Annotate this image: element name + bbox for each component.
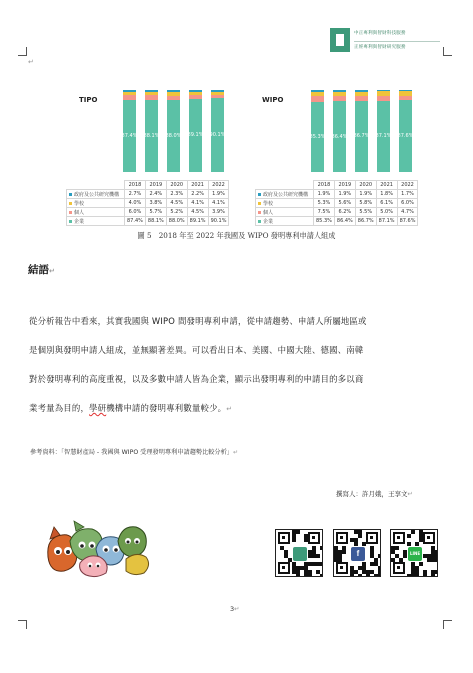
series-legend-label <box>256 208 314 217</box>
paragraph-mark: ↵ <box>232 449 239 456</box>
qr-module <box>378 554 381 558</box>
table-cell-value: 2.7% <box>125 190 146 199</box>
bar-value-label: 87.4% <box>121 133 138 140</box>
qr-module <box>304 538 308 542</box>
qr-module <box>362 542 366 546</box>
qr-code-facebook[interactable] <box>333 529 381 577</box>
stacked-bar <box>189 90 202 172</box>
table-cell-value: 4.5% <box>187 208 208 217</box>
qr-code-website[interactable] <box>275 529 323 577</box>
series-legend-label <box>256 217 314 226</box>
legend-swatch <box>258 211 261 214</box>
qr-module <box>366 574 370 577</box>
table-corner-cell <box>67 181 125 190</box>
table-corner-cell <box>256 181 314 190</box>
bar-value-label: 88.1% <box>143 132 160 139</box>
qr-module <box>407 542 411 546</box>
table-cell-value: 1.9% <box>334 190 355 199</box>
logo-mark-icon <box>330 28 350 52</box>
table-row <box>67 190 229 199</box>
qr-module <box>415 542 419 546</box>
stacked-bar <box>145 90 158 172</box>
qr-module <box>296 574 300 577</box>
paragraph-mark: ↵ <box>28 58 34 66</box>
series-legend-label <box>67 190 125 199</box>
paragraph-mark: ↵ <box>226 405 233 413</box>
legend-text: 學校 <box>74 200 85 207</box>
table-cell-value: 1.9% <box>208 190 229 199</box>
bar-value-label: 85.3% <box>309 134 326 141</box>
qr-finder-pattern <box>308 532 320 544</box>
table-cell-value: 3.8% <box>145 199 166 208</box>
year-tick-label: 2018 <box>125 181 146 190</box>
reference-text: 參考資料：「智慧財產局 - 我國與 WIPO 受理發明專利申請趨勢比較分析」 <box>30 449 233 456</box>
qr-finder-pattern <box>336 532 348 544</box>
qr-module <box>358 534 362 538</box>
crop-mark-top-left <box>18 47 27 56</box>
legend-swatch <box>69 193 72 196</box>
qr-module <box>308 574 312 577</box>
table-cell-value: 90.1% <box>208 217 229 226</box>
table-cell-value: 5.8% <box>355 199 376 208</box>
table-cell-value: 5.5% <box>355 208 376 217</box>
logo-line-1: 中正專利與智財科技服務 <box>354 31 406 36</box>
qr-module <box>423 574 427 577</box>
qr-module <box>419 538 423 542</box>
tipo-data-table <box>66 180 229 226</box>
table-cell-value: 86.7% <box>355 217 376 226</box>
year-tick-label: 2019 <box>334 181 355 190</box>
stacked-bar <box>211 90 224 172</box>
table-row <box>256 217 418 226</box>
table-cell-value: 6.0% <box>125 208 146 217</box>
qr-module <box>342 550 346 554</box>
table-row <box>67 208 229 217</box>
table-cell-value: 2.4% <box>145 190 166 199</box>
body-line-1: 從分析報告中看來，其實我國與 WIPO 間發明專利申請，從申請趨勢、申請人所屬地區或 <box>29 316 367 326</box>
year-tick-label: 2019 <box>145 181 166 190</box>
qr-module <box>378 574 381 577</box>
table-cell-value: 2.2% <box>187 190 208 199</box>
table-cell-value: 88.1% <box>145 217 166 226</box>
qr-code-line[interactable] <box>390 529 438 577</box>
qr-finder-pattern <box>393 562 405 574</box>
qr-module <box>391 558 395 562</box>
reference-note <box>30 447 238 456</box>
legend-text: 政府及公共研究機構 <box>74 191 120 198</box>
series-legend-label <box>67 199 125 208</box>
qr-module <box>320 574 323 577</box>
table-cell-value: 5.7% <box>145 208 166 217</box>
qr-module <box>350 574 354 577</box>
stacked-bar <box>123 90 136 172</box>
bar-value-label: 86.7% <box>353 133 370 140</box>
bar-value-label: 87.6% <box>397 133 414 140</box>
qr-module <box>320 562 323 566</box>
page-number <box>230 605 240 613</box>
bar-value-label: 87.1% <box>375 133 392 140</box>
qr-finder-pattern <box>278 562 290 574</box>
qr-module <box>316 554 320 558</box>
series-legend-label <box>67 208 125 217</box>
table-cell-value: 4.0% <box>125 199 146 208</box>
crop-mark-top-right <box>443 47 452 56</box>
body-line-4 <box>29 402 232 414</box>
bar-value-label: 90.1% <box>209 132 226 139</box>
legend-swatch <box>69 220 72 223</box>
qr-module <box>395 546 399 550</box>
bar-value-label: 89.1% <box>187 132 204 139</box>
qr-module <box>419 562 423 566</box>
stacked-bar <box>311 90 324 172</box>
legend-text: 個人 <box>263 209 274 216</box>
logo-line-2: 正經專利與智財研究服務 <box>354 45 406 50</box>
table-cell-value: 4.5% <box>166 199 187 208</box>
year-tick-label: 2021 <box>376 181 397 190</box>
qr-finder-pattern <box>423 532 435 544</box>
stacked-bar <box>355 90 368 172</box>
year-tick-label: 2020 <box>355 181 376 190</box>
mascot-illustration <box>40 519 152 579</box>
logo-divider <box>354 41 440 42</box>
qr-module <box>431 574 435 577</box>
qr-module <box>296 530 300 534</box>
legend-text: 個人 <box>74 209 85 216</box>
table-cell-value: 5.3% <box>314 199 335 208</box>
author-text: 撰寫人：許月娥，王享文 <box>336 490 408 498</box>
qr-module <box>320 546 323 550</box>
table-cell-value: 85.3% <box>314 217 335 226</box>
legend-text: 學校 <box>263 200 274 207</box>
series-legend-label <box>256 199 314 208</box>
line-app-icon: LINE <box>408 547 422 561</box>
table-cell-value: 1.9% <box>355 190 376 199</box>
body-line-4-start: 業考量為目的， <box>29 403 90 413</box>
table-row <box>256 208 418 217</box>
qr-module <box>358 574 362 577</box>
qr-module <box>399 558 403 562</box>
series-legend-label <box>256 190 314 199</box>
qr-module <box>338 558 342 562</box>
qr-module <box>292 538 296 542</box>
body-line-2: 是個別與發明申請人組成，並無顯著差異。可以看出日本、美國、中國大陸、德國、南韓 <box>29 345 364 355</box>
table-cell-value: 89.1% <box>187 217 208 226</box>
year-tick-label: 2022 <box>397 181 418 190</box>
body-line-4-end: 機構申請的發明專利數量較少。 <box>106 403 227 413</box>
paragraph-mark: ↵ <box>234 605 240 613</box>
table-row <box>256 190 418 199</box>
section-heading-text: 結語 <box>28 264 49 276</box>
table-cell-value: 1.8% <box>376 190 397 199</box>
qr-module <box>415 574 419 577</box>
table-cell-value: 7.5% <box>314 208 335 217</box>
legend-swatch <box>69 202 72 205</box>
bar-value-label: 86.4% <box>331 133 348 140</box>
qr-module <box>435 558 438 562</box>
qr-finder-pattern <box>366 532 378 544</box>
legend-text: 企業 <box>263 218 274 225</box>
stacked-bar <box>333 90 346 172</box>
table-cell-value: 3.9% <box>208 208 229 217</box>
wipo-chart-title: WIPO <box>262 96 284 104</box>
table-cell-value: 1.7% <box>397 190 418 199</box>
year-tick-label: 2018 <box>314 181 335 190</box>
table-cell-value: 86.4% <box>334 217 355 226</box>
table-cell-value: 88.0% <box>166 217 187 226</box>
paragraph-mark: ↵ <box>407 490 413 498</box>
qr-finder-pattern <box>393 532 405 544</box>
legend-swatch <box>258 202 261 205</box>
legend-swatch <box>258 193 261 196</box>
qr-module <box>435 570 438 574</box>
website-logo-icon <box>293 547 307 561</box>
page-number-text: 3 <box>230 605 235 613</box>
year-tick-label: 2022 <box>208 181 229 190</box>
stacked-bar <box>377 90 390 172</box>
table-row <box>67 217 229 226</box>
figure-caption: 圖 5 2018 年至 2022 年我國及 WIPO 發明專利申請人組成 <box>137 231 336 240</box>
qr-module <box>407 534 411 538</box>
table-cell-value: 6.2% <box>334 208 355 217</box>
facebook-icon: f <box>351 547 365 561</box>
table-row <box>67 199 229 208</box>
header-logo <box>330 26 442 56</box>
qr-finder-pattern <box>278 532 290 544</box>
crop-mark-bottom-left <box>18 620 27 629</box>
table-cell-value: 4.1% <box>187 199 208 208</box>
year-tick-label: 2020 <box>166 181 187 190</box>
table-header-row <box>67 181 229 190</box>
table-cell-value: 1.9% <box>314 190 335 199</box>
table-cell-value: 87.6% <box>397 217 418 226</box>
tipo-chart-title: TIPO <box>79 96 98 104</box>
stacked-bar <box>167 90 180 172</box>
table-cell-value: 4.1% <box>208 199 229 208</box>
year-tick-label: 2021 <box>187 181 208 190</box>
table-cell-value: 87.1% <box>376 217 397 226</box>
legend-text: 企業 <box>74 218 85 225</box>
qr-module <box>411 530 415 534</box>
paragraph-mark: ↵ <box>49 267 55 275</box>
wipo-data-table <box>255 180 418 226</box>
qr-module <box>354 542 358 546</box>
qr-finder-pattern <box>336 562 348 574</box>
table-cell-value: 5.6% <box>334 199 355 208</box>
author-credit <box>336 489 413 498</box>
qr-module <box>403 554 407 558</box>
table-cell-value: 6.1% <box>376 199 397 208</box>
table-cell-value: 2.3% <box>166 190 187 199</box>
table-header-row <box>256 181 418 190</box>
legend-swatch <box>69 211 72 214</box>
series-legend-label <box>67 217 125 226</box>
table-cell-value: 5.2% <box>166 208 187 217</box>
body-line-3: 對於發明專利的高度重視，以及多數申請人皆為企業，顯示出發明專利的申請目的多以商 <box>29 374 364 384</box>
spellcheck-flagged-word: 學研 <box>89 403 107 413</box>
stacked-bar <box>399 90 412 172</box>
section-heading <box>28 262 55 277</box>
legend-text: 政府及公共研究機構 <box>263 191 309 198</box>
legend-swatch <box>258 220 261 223</box>
table-cell-value: 87.4% <box>125 217 146 226</box>
crop-mark-bottom-right <box>443 620 452 629</box>
table-cell-value: 5.0% <box>376 208 397 217</box>
bar-value-label: 88.0% <box>165 132 182 139</box>
table-cell-value: 4.7% <box>397 208 418 217</box>
table-cell-value: 6.0% <box>397 199 418 208</box>
table-row <box>256 199 418 208</box>
